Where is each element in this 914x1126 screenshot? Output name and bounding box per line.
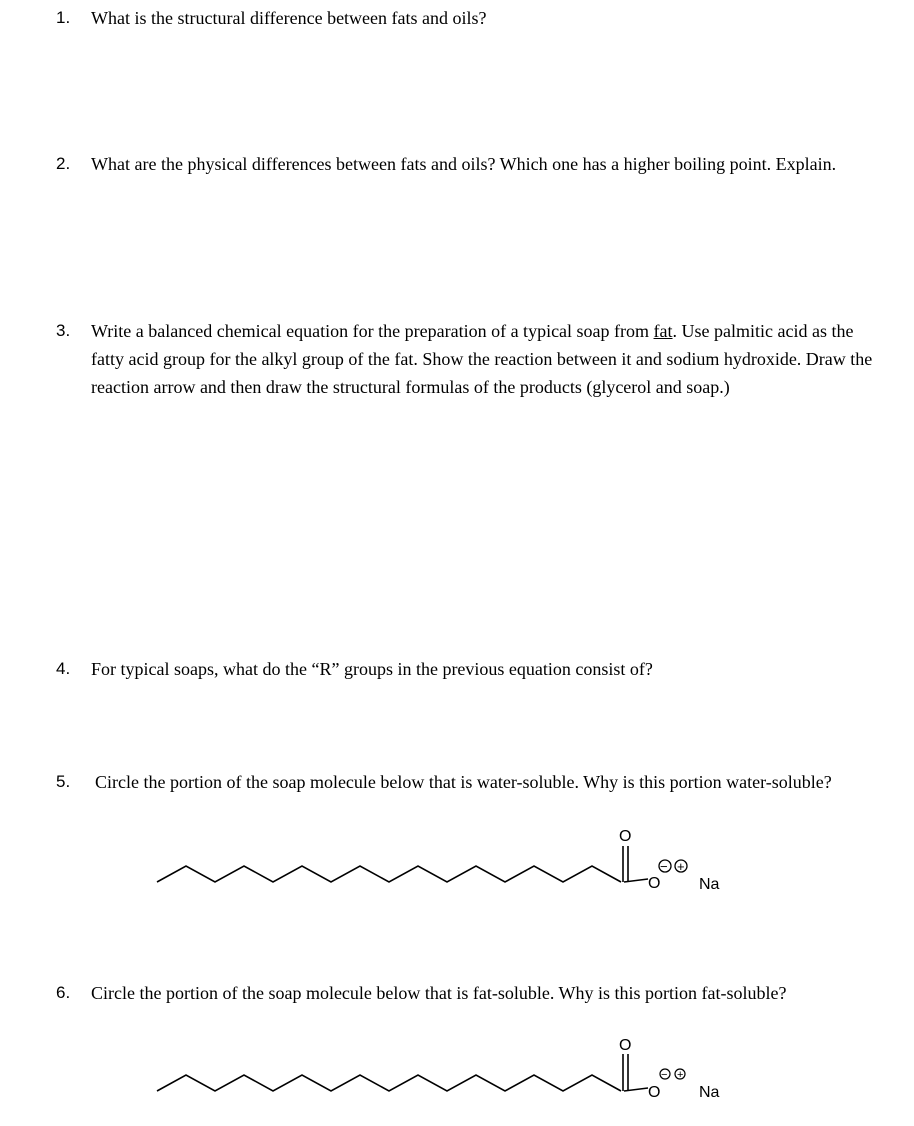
sodium-label: Na	[699, 876, 720, 893]
question-number: 1.	[56, 8, 71, 27]
ester-bond	[624, 1088, 648, 1091]
question-number: 5.	[56, 772, 71, 791]
plus-symbol: +	[677, 859, 685, 874]
question-text: What is the structural difference between fats and oils?	[91, 8, 487, 28]
question-number: 2.	[56, 154, 71, 173]
carbonyl-oxygen: O	[619, 828, 632, 845]
question-2	[56, 152, 876, 176]
question-text: For typical soaps, what do the “R” groups in the previous equation consist of?	[91, 659, 653, 679]
question-number: 4.	[56, 659, 71, 678]
plus-charge	[675, 860, 687, 872]
ester-oxygen: O	[648, 1084, 661, 1101]
hydrocarbon-chain	[157, 866, 621, 882]
plus-symbol: +	[677, 1069, 684, 1081]
ester-oxygen: O	[648, 875, 661, 892]
minus-charge	[659, 860, 671, 872]
carbonyl-oxygen: O	[619, 1037, 632, 1054]
minus-symbol: −	[661, 1069, 668, 1081]
minus-symbol: −	[660, 859, 668, 874]
question-5	[56, 768, 876, 796]
sodium-label: Na	[699, 1084, 720, 1101]
question-text: Circle the portion of the soap molecule below that is water-soluble. Why is this portion water-soluble?	[95, 772, 832, 792]
question-text: Write a balanced chemical equation for the preparation of a typical soap from fat. Use palmitic acid as the fatty acid group for the alkyl group of the fat. Show the reaction between it and sodium hydroxide. Draw the reaction arrow and then draw the structural formulas of the products (glycerol and soap.)	[91, 321, 873, 397]
ester-bond	[624, 879, 648, 882]
question-text: What are the physical differences between fats and oils? Which one has a higher boiling point. Explain.	[91, 154, 837, 174]
question-3	[56, 317, 876, 401]
question-number: 6.	[56, 983, 71, 1002]
question-text: Circle the portion of the soap molecule below that is fat-soluble. Why is this portion fat-soluble?	[91, 983, 787, 1003]
question-number: 3.	[56, 321, 71, 340]
hydrocarbon-chain	[157, 1075, 621, 1091]
underlined-word: fat	[653, 321, 673, 341]
question-1	[56, 4, 876, 32]
question-4	[56, 655, 876, 683]
plus-charge	[675, 1069, 685, 1079]
question-6	[56, 979, 876, 1007]
minus-charge	[660, 1069, 670, 1079]
